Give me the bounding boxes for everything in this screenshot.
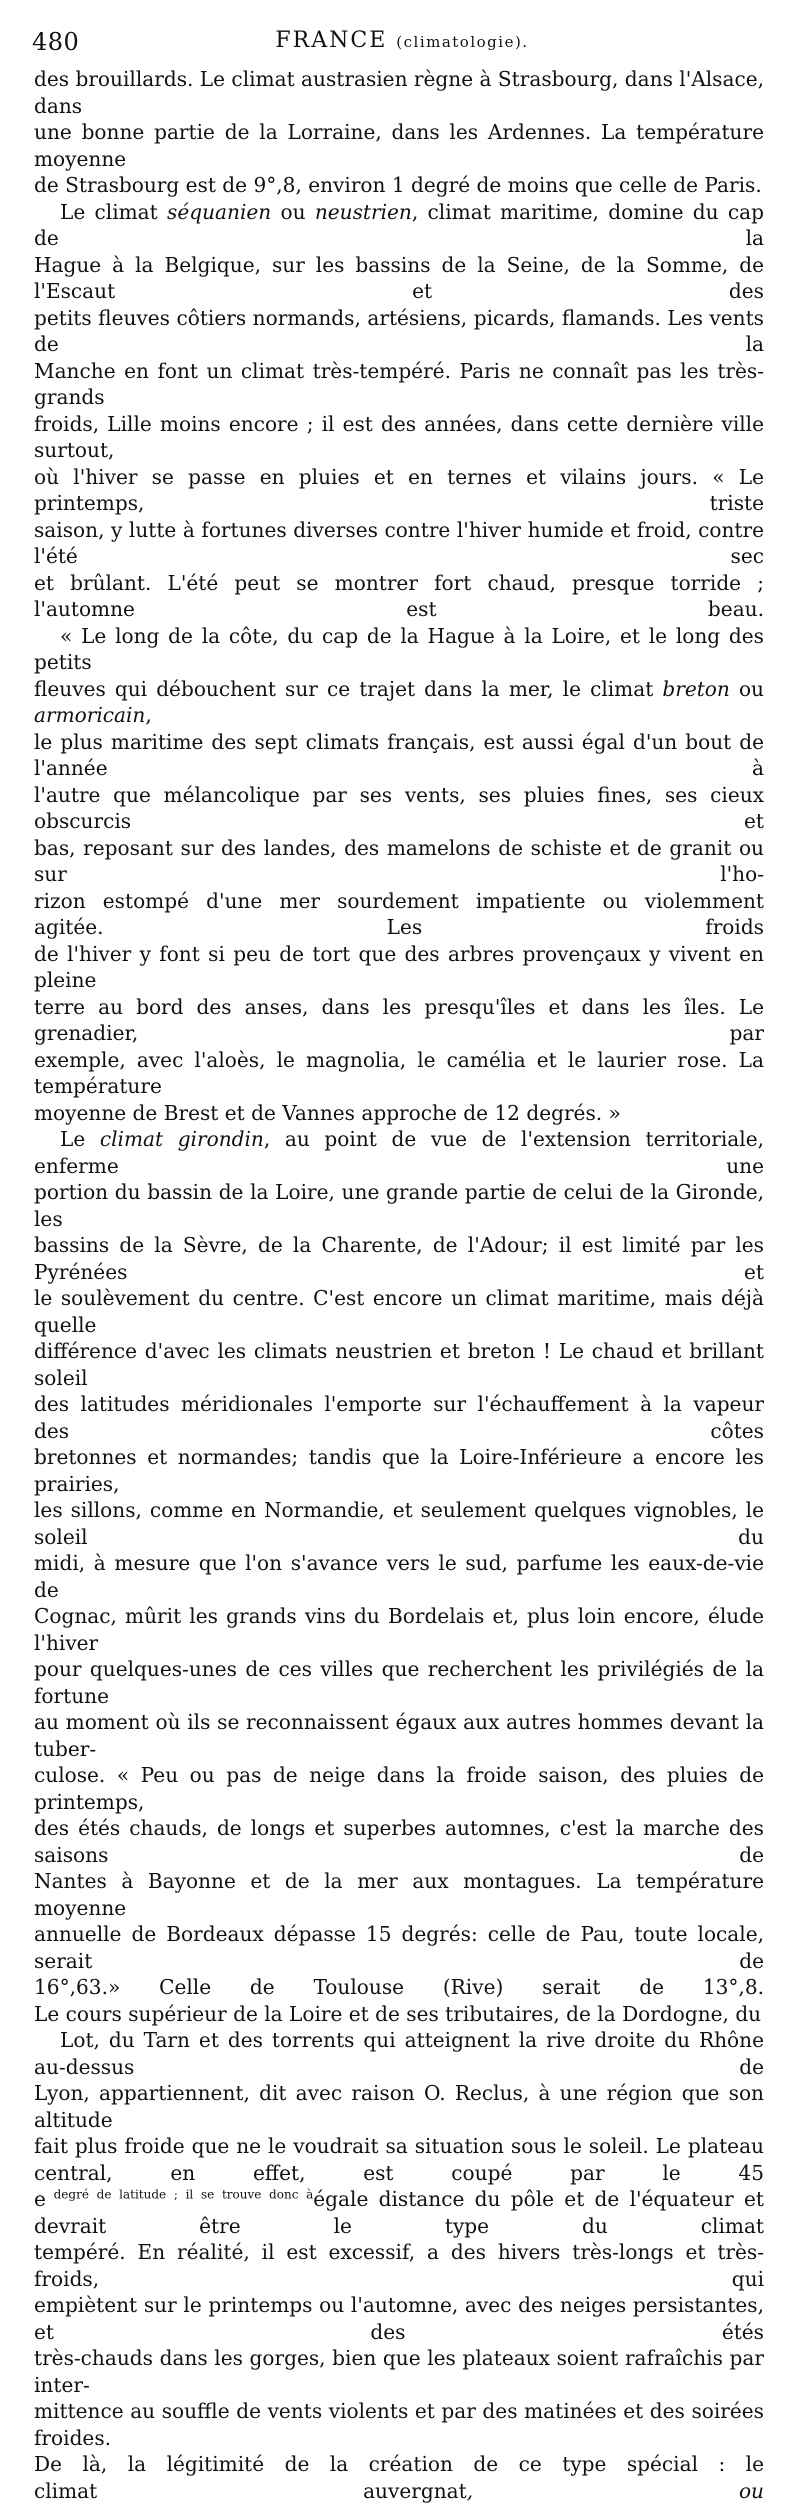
- text-line: des étés chauds, de longs et superbes automnes, c'est la marche des saisons de: [34, 1815, 764, 1868]
- body-text: [34, 66, 764, 2504]
- text-line: et brûlant. L'été peut se montrer fort chaud, presque torride ; l'automne est beau.: [34, 570, 764, 623]
- text-line: empiètent sur le printemps ou l'automne, avec des neiges persistantes, et des étés: [34, 2292, 764, 2345]
- text-line: des brouillards. Le climat austrasien règne à Strasbourg, dans l'Alsace, dans: [34, 66, 764, 119]
- text-line: central, en effet, est coupé par le 45: [34, 2160, 764, 2187]
- text-line: Le cours supérieur de la Loire et de ses tributaires, de la Dordogne, du: [34, 2001, 764, 2028]
- text-line: Hague à la Belgique, sur les bassins de la Seine, de la Somme, de l'Escaut et des: [34, 252, 764, 305]
- text-line: très-chauds dans les gorges, bien que les plateaux soient rafraîchis par inter-: [34, 2345, 764, 2398]
- text-line: De là, la légitimité de la création de ce type spécial : le: [34, 2451, 764, 2478]
- text-line: 16°,63.» Celle de Toulouse (Rive) serait de 13°,8.: [34, 1974, 764, 2001]
- text-line: de l'hiver y font si peu de tort que des arbres provençaux y vivent en pleine: [34, 941, 764, 994]
- text-line: exemple, avec l'aloès, le magnolia, le camélia et le laurier rose. La température: [34, 1047, 764, 1100]
- text-line: fait plus froide que ne le voudrait sa situation sous le soleil. Le plateau: [34, 2133, 764, 2160]
- running-title-sub: (climatologie).: [396, 33, 528, 51]
- text-line: moyenne de Brest et de Vannes approche de 12 degrés. »: [34, 1100, 764, 1127]
- text-line: des latitudes méridionales l'emporte sur l'échauffement à la vapeur des côtes: [34, 1391, 764, 1444]
- text-line: Lyon, appartiennent, dit avec raison O. Reclus, à une région que son altitude: [34, 2080, 764, 2133]
- text-line: bretonnes et normandes; tandis que la Loire-Inférieure a encore les prairies,: [34, 1444, 764, 1497]
- text-line: terre au bord des anses, dans les presqu'îles et dans les îles. Le grenadier, par: [34, 994, 764, 1047]
- text-line: Manche en font un climat très-tempéré. Paris ne connaît pas les très-grands: [34, 358, 764, 411]
- text-line: le plus maritime des sept climats français, est aussi égal d'un bout de l'année à: [34, 729, 764, 782]
- text-line: saison, y lutte à fortunes diverses contre l'hiver humide et froid, contre l'été sec: [34, 517, 764, 570]
- text-line: au moment où ils se reconnaissent égaux aux autres hommes devant la tuber-: [34, 1709, 764, 1762]
- running-title-main: FRANCE: [275, 28, 387, 53]
- text-line: Le climat séquanien ou neustrien, climat maritime, domine du cap de la: [34, 199, 764, 252]
- text-line: le soulèvement du centre. C'est encore un climat maritime, mais déjà quelle: [34, 1285, 764, 1338]
- text-line: différence d'avec les climats neustrien et breton ! Le chaud et brillant soleil: [34, 1338, 764, 1391]
- text-line: mittence au souffle de vents violents et par des matinées et des soirées froides.: [34, 2398, 764, 2451]
- text-line: bassins de la Sèvre, de la Charente, de l'Adour; il est limité par les Pyrénées et: [34, 1232, 764, 1285]
- text-line: tempéré. En réalité, il est excessif, a des hivers très-longs et très-froids, qui: [34, 2239, 764, 2292]
- text-line: pour quelques-unes de ces villes que recherchent les privilégiés de la fortune: [34, 1656, 764, 1709]
- text-line: l'autre que mélancolique par ses vents, ses pluies fines, ses cieux obscurcis et: [34, 782, 764, 835]
- text-line: e $^{degré de latitude ; il se trouve donc à}$égale distance du pôle et de l'équateur et devrait être le type du climat: [34, 2186, 764, 2239]
- text-line: froids, Lille moins encore ; il est des années, dans cette dernière ville surtout,: [34, 411, 764, 464]
- text-line: Le climat girondin, au point de vue de l'extension territoriale, enferme une: [34, 1126, 764, 1179]
- running-head: [32, 28, 772, 64]
- text-line: portion du bassin de la Loire, une grande partie de celui de la Gironde, les: [34, 1179, 764, 1232]
- text-line: les sillons, comme en Normandie, et seulement quelques vignobles, le soleil du: [34, 1497, 764, 1550]
- text-line: où l'hiver se passe en pluies et en ternes et vilains jours. « Le printemps, triste: [34, 464, 764, 517]
- text-line: midi, à mesure que l'on s'avance vers le sud, parfume les eaux-de-vie de: [34, 1550, 764, 1603]
- text-line: petits fleuves côtiers normands, artésiens, picards, flamands. Les vents de la: [34, 305, 764, 358]
- text-line: climat auvergnat, ou: [34, 2478, 764, 2504]
- text-line: une bonne partie de la Lorraine, dans les Ardennes. La température moyenne: [34, 119, 764, 172]
- text-line: Nantes à Bayonne et de la mer aux montagues. La température moyenne: [34, 1868, 764, 1921]
- text-line: culose. « Peu ou pas de neige dans la froide saison, des pluies de printemps,: [34, 1762, 764, 1815]
- text-line: annuelle de Bordeaux dépasse 15 degrés: celle de Pau, toute locale, serait de: [34, 1921, 764, 1974]
- text-line: bas, reposant sur des landes, des mamelons de schiste et de granit ou sur l'ho-: [34, 835, 764, 888]
- text-line: « Le long de la côte, du cap de la Hague à la Loire, et le long des petits: [34, 623, 764, 676]
- text-line: Cognac, mûrit les grands vins du Bordelais et, plus loin encore, élude l'hiver: [34, 1603, 764, 1656]
- text-line: de Strasbourg est de 9°,8, environ 1 degré de moins que celle de Paris.: [34, 172, 764, 199]
- text-line: rizon estompé d'une mer sourdement impatiente ou violemment agitée. Les froids: [34, 888, 764, 941]
- running-title: [32, 28, 772, 53]
- text-line: Lot, du Tarn et des torrents qui atteignent la rive droite du Rhône au-dessus de: [34, 2027, 764, 2080]
- text-line: fleuves qui débouchent sur ce trajet dans la mer, le climat breton ou armoricain,: [34, 676, 764, 729]
- page-number: 480: [32, 28, 79, 56]
